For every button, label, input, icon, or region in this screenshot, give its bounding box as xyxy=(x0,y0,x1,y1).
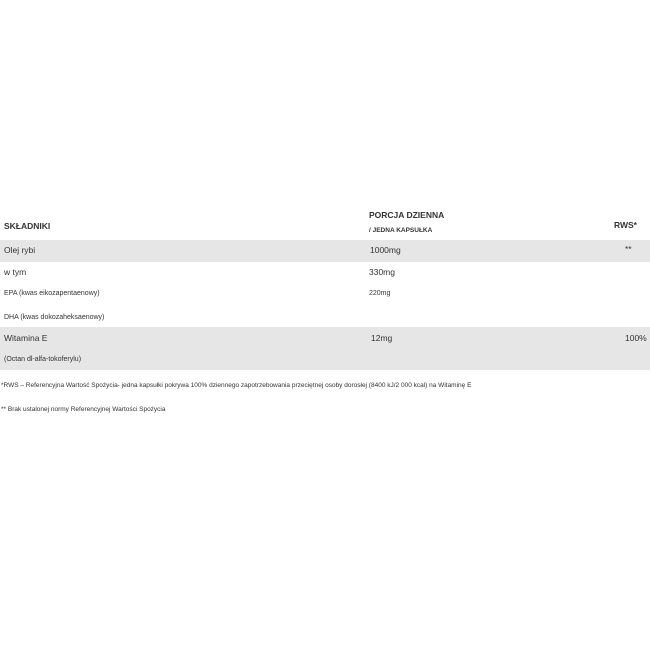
row-portion: 12mg xyxy=(371,333,393,343)
header-ingredients: SKŁADNIKI xyxy=(4,221,51,231)
table-row-vitamin-e xyxy=(0,327,650,370)
table-header-row xyxy=(0,208,650,240)
table-row-fish-oil xyxy=(0,240,650,262)
nutrition-table xyxy=(0,208,650,370)
row-name: Olej rybi xyxy=(4,245,36,255)
table-row-including xyxy=(0,262,650,282)
row-portion: 220mg xyxy=(369,290,391,297)
row-name: DHA (kwas dokozaheksaenowy) xyxy=(4,314,105,321)
row-name: Witamina E xyxy=(4,333,48,343)
row-portion: 1000mg xyxy=(370,245,401,255)
header-rws: RWS* xyxy=(614,220,637,230)
header-daily-portion: PORCJA DZIENNA xyxy=(369,210,445,220)
footnote-rws: *RWS – Referencyjna Wartość Spożycia- jedna kapsułki pokrywa 100% dziennego zapotrzebowania przeciętnej osoby dorosłej (8400 kJ/2 000 kcal) na Witaminę E xyxy=(1,382,472,389)
row-rws: ** xyxy=(625,244,632,254)
table-row-epa xyxy=(0,282,650,305)
row-rws: 100% xyxy=(625,333,647,343)
table-row-dha xyxy=(0,305,650,327)
row-name: EPA (kwas eikozapentaenowy) xyxy=(4,290,100,297)
footnote-no-norm: ** Brak ustalonej normy Referencyjnej Wartości Spożycia xyxy=(1,406,166,413)
row-name: w tym xyxy=(4,267,27,277)
header-portion-subtitle: / JEDNA KAPSUŁKA xyxy=(369,227,433,234)
row-portion: 330mg xyxy=(369,267,395,277)
row-subname: (Octan dl-alfa-tokoferylu) xyxy=(4,356,82,363)
